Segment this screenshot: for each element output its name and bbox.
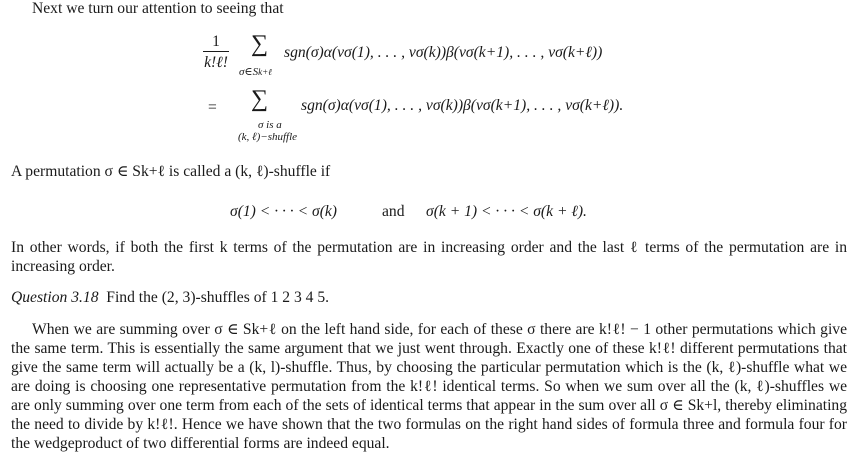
condition-left: σ(1) < · · · < σ(k) [230, 203, 338, 220]
fraction-denominator: k!ℓ! [204, 54, 228, 71]
question-label: Question 3.18 [11, 289, 99, 306]
formula-2-expression: sgn(σ)α(vσ(1), . . . , vσ(k))β(vσ(k+1), . . . , vσ(k+ℓ)). [301, 97, 624, 114]
condition-connector: and [382, 203, 405, 220]
summation-symbol: ∑ [251, 31, 269, 57]
question-3-18 [11, 288, 329, 307]
equals-sign: = [208, 99, 217, 116]
fraction-bar [203, 51, 229, 52]
question-text: Find the (2, 3)-shuffles of 1 2 3 4 5. [106, 289, 330, 306]
summation-index-line-2: (k, ℓ)−shuffle [238, 131, 298, 143]
fraction-numerator: 1 [212, 33, 220, 50]
paragraph-increasing-order: In other words, if both the first k terms of the permutation are in increasing order and the last ℓ terms of the permutation are in increasing order. [11, 239, 847, 275]
paragraph-summing-argument: When we are summing over σ ∈ Sk+ℓ on the left hand side, for each of these σ there are k!ℓ! − 1 other permutations which give the same term. This is essentially the same argument that we just went through. Exactly one of these k!ℓ! different permutations that give the same term will actually be a (k, l)-shuffle. Thus, by choosing the particular permutation which is the (k, ℓ)-shuffle what we are doing is choosing one representative permutation from the k!ℓ! identical terms. So when we sum over all the (k, ℓ)-shuffles we are only summing over one term from each of the sets of identical terms that appear in the sum over all σ ∈ Sk+l, thereby eliminating the need to divide by k!ℓ!. Hence we have shown that the two formulas on the right hand sides of formula three and formula four for the wedgeproduct of two differential forms are indeed equal. [11, 321, 847, 452]
summation-index: σ∈Sk+ℓ [239, 66, 272, 78]
condition-right: σ(k + 1) < · · · < σ(k + ℓ). [426, 203, 587, 220]
shuffle-definition: A permutation σ ∈ Sk+ℓ is called a (k, ℓ)-shuffle if [11, 163, 331, 180]
summation-index-line-1: σ is a [258, 119, 282, 131]
formula-1-expression: sgn(σ)α(vσ(1), . . . , vσ(k))β(vσ(k+1), . . . , vσ(k+ℓ)) [284, 44, 603, 61]
intro-text: Next we turn our attention to seeing that [32, 0, 284, 17]
summation-symbol: ∑ [251, 86, 269, 112]
